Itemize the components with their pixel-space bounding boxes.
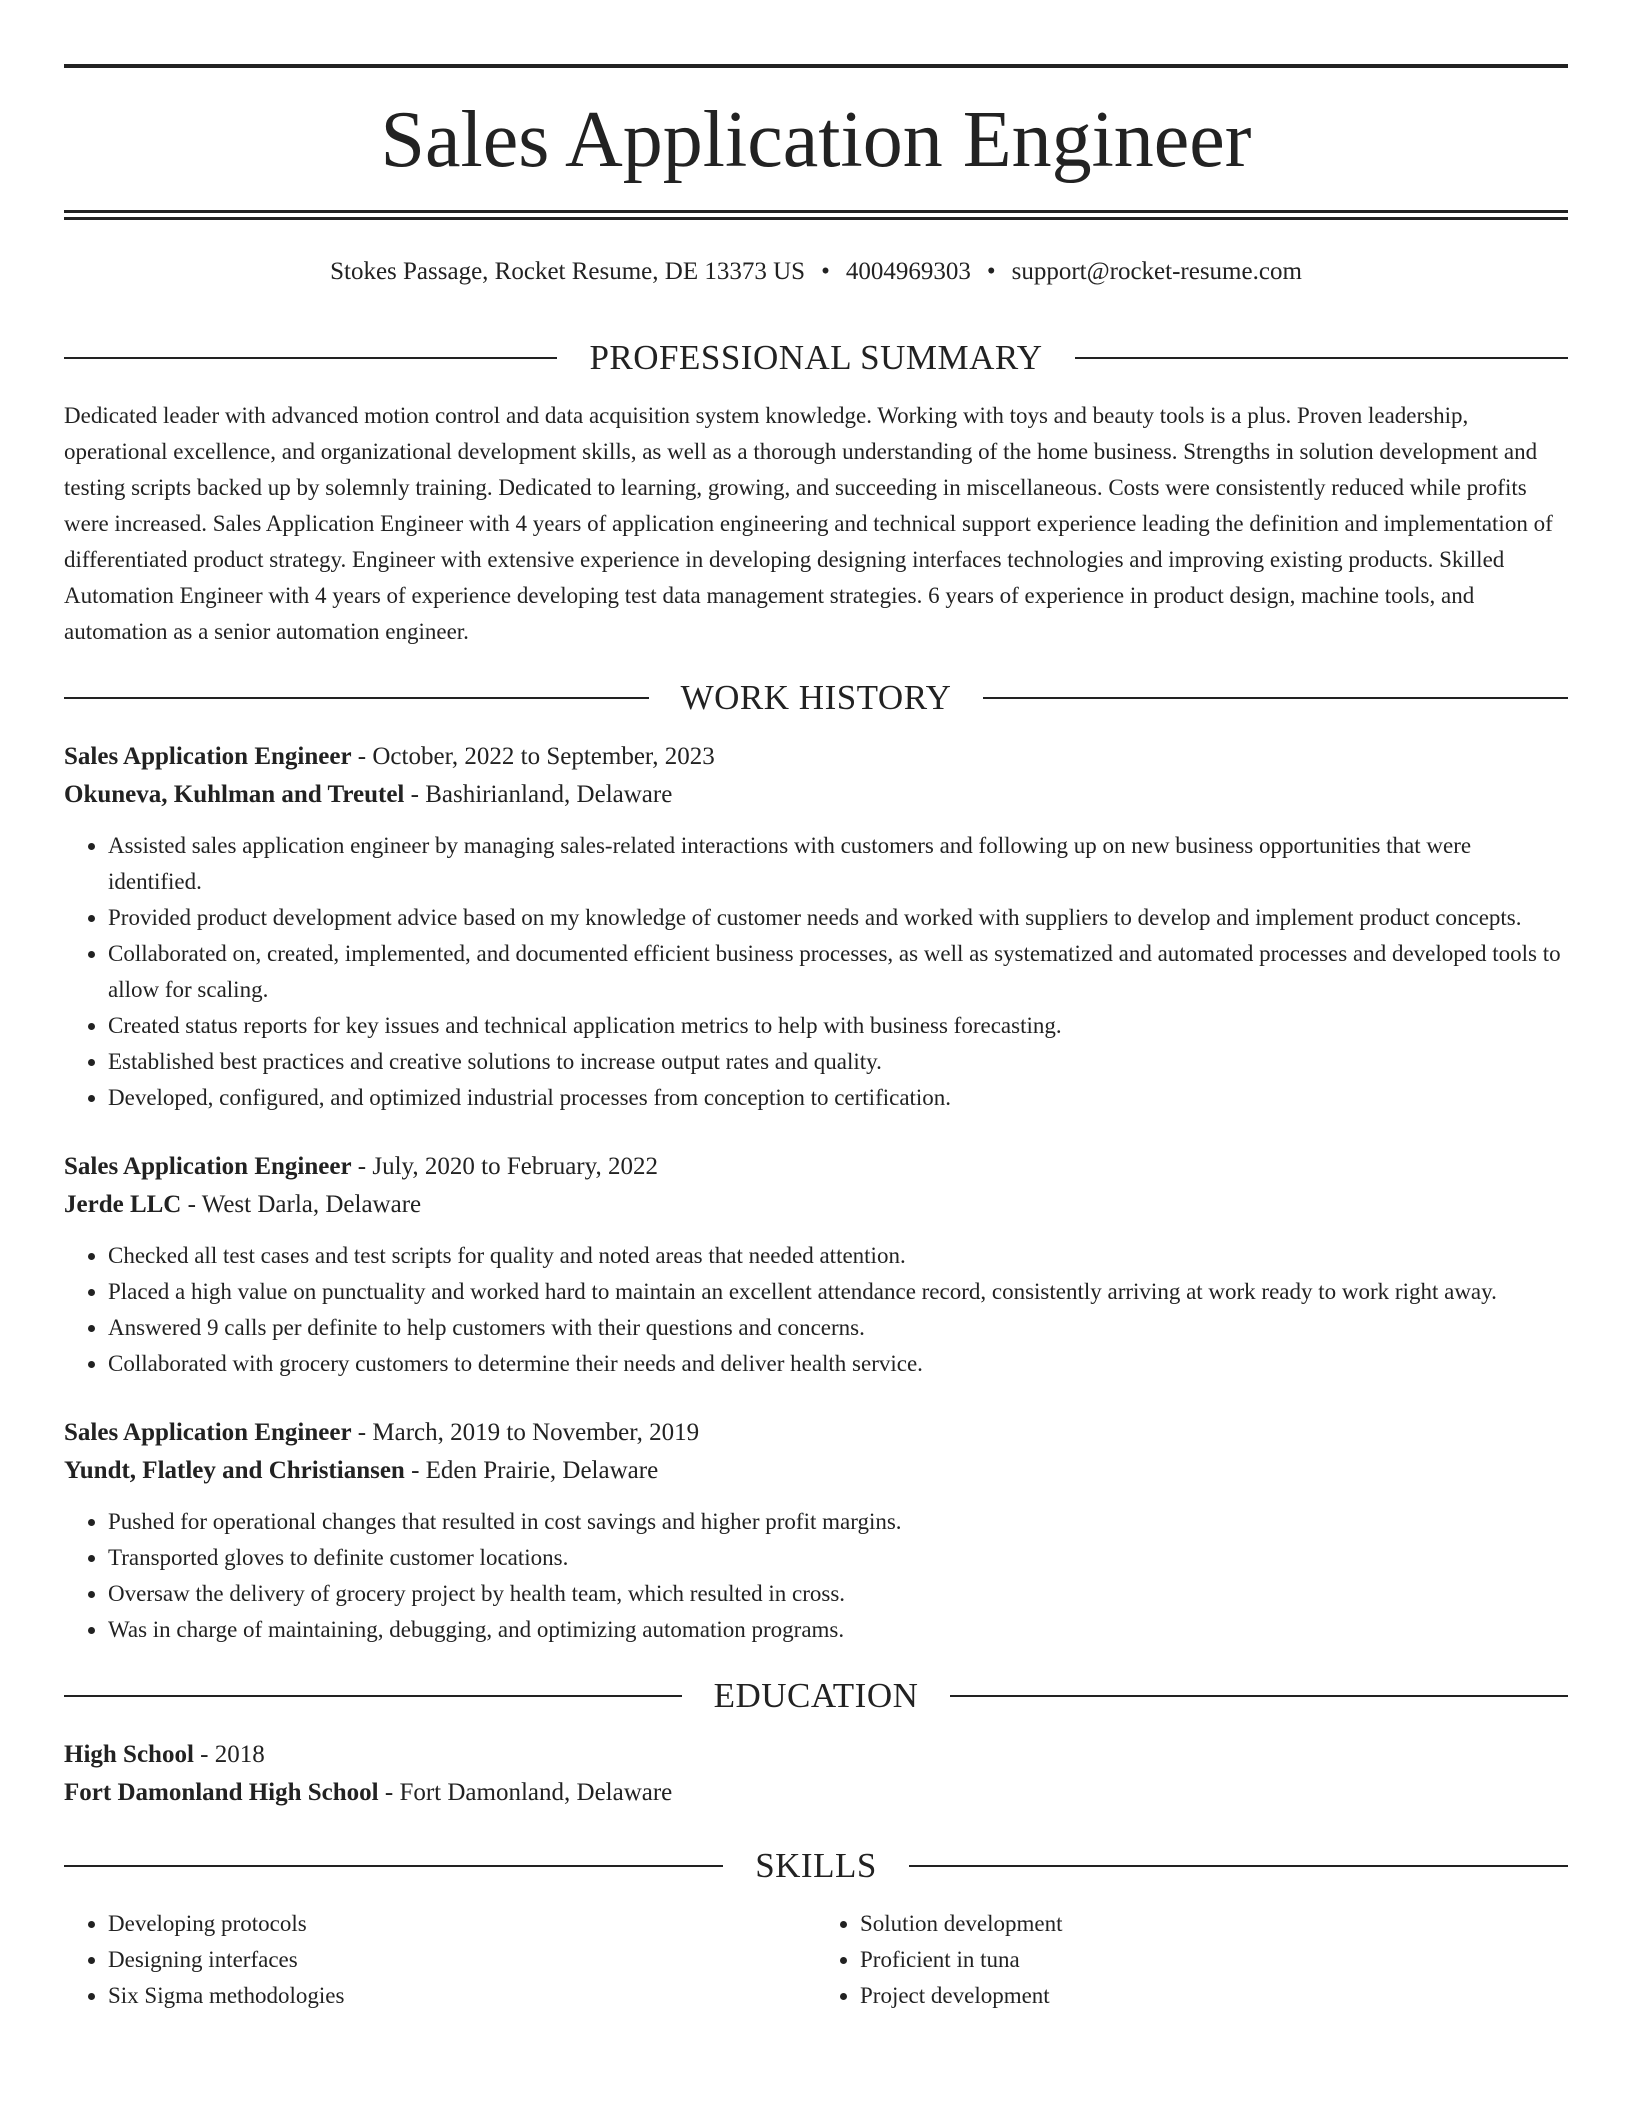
job-bullets	[64, 828, 1568, 1116]
skills-left-list	[64, 1906, 816, 2014]
job-company: Yundt, Flatley and Christiansen	[64, 1457, 405, 1484]
bullet-item: • Answered 9 calls per definite to help customers with their questions and concerns.	[108, 1310, 1568, 1346]
job-title-line	[64, 738, 1568, 776]
resume-title: Sales Application Engineer	[380, 96, 1252, 184]
job-company-line	[64, 776, 1568, 814]
summary-text: Dedicated leader with advanced motion control and data acquisition system knowledge. Working with toys and beauty tools is a plus. Proven leadership, operational excellence, and organizational development skills, as well as a thorough understanding of the home business. Strengths in solution development and testing scripts backed up by solemnly training. Dedicated to learning, growing, and succeeding in miscellaneous. Costs were consistently reduced while profits were increased. Sales Application Engineer with 4 years of application engineering and technical support experience leading the definition and implementation of differentiated product strategy. Engineer with extensive experience in developing designing interfaces technologies and improving existing products. Skilled Automation Engineer with 4 years of experience developing test data management strategies. 6 years of experience in product design, machine tools, and automation as a senior automation engineer.	[64, 403, 1553, 644]
skills-heading: SKILLS	[755, 1846, 877, 1885]
bullet-item: • Placed a high value on punctuality and worked hard to maintain an excellent attendance record, consistently arriving at work ready to work right away.	[108, 1274, 1568, 1310]
job-title: Sales Application Engineer	[64, 1153, 352, 1180]
job-dates: - March, 2019 to November, 2019	[351, 1419, 700, 1446]
bullet-item: • Created status reports for key issues and technical application metrics to help with business forecasting.	[108, 1008, 1568, 1044]
job-title: Sales Application Engineer	[64, 1419, 352, 1446]
divider-line	[909, 1865, 1568, 1867]
title-double-rule	[64, 210, 1568, 220]
bullet-item: • Pushed for operational changes that resulted in cost savings and higher profit margins.	[108, 1504, 1568, 1540]
job-bullets	[64, 1238, 1568, 1382]
education-location: - Fort Damonland, Delaware	[378, 1779, 673, 1806]
divider-line	[64, 357, 557, 359]
skills-right-list	[816, 1906, 1568, 2014]
work-section-header	[64, 678, 1568, 718]
skills-section-header	[64, 1846, 1568, 1886]
bullet-item: • Oversaw the delivery of grocery project by health team, which resulted in cross.	[108, 1576, 1568, 1612]
bullet-item: • Collaborated with grocery customers to determine their needs and deliver health service.	[108, 1346, 1568, 1382]
bullet-item: • Transported gloves to definite customer locations.	[108, 1540, 1568, 1576]
divider-line	[1075, 357, 1568, 359]
education-degree: High School	[64, 1741, 194, 1768]
education-heading: EDUCATION	[713, 1676, 919, 1715]
contact-line	[64, 258, 1568, 286]
job-entry	[64, 738, 1568, 1116]
skill-item: • Solution development	[860, 1906, 1568, 1942]
summary-section-header	[64, 338, 1568, 378]
job-entry	[64, 1414, 1568, 1648]
divider-line	[64, 697, 649, 699]
bullet-item: • Checked all test cases and test scripts for quality and noted areas that needed attention.	[108, 1238, 1568, 1274]
job-company-line	[64, 1452, 1568, 1490]
job-bullets	[64, 1504, 1568, 1648]
education-degree-line	[64, 1736, 1568, 1774]
bullet-item: • Was in charge of maintaining, debugging, and optimizing automation programs.	[108, 1612, 1568, 1648]
education-year: - 2018	[193, 1741, 265, 1768]
education-school: Fort Damonland High School	[64, 1779, 379, 1806]
skills-columns	[64, 1906, 1568, 2014]
education-school-line	[64, 1774, 1568, 1812]
bullet-item: • Assisted sales application engineer by managing sales-related interactions with customers and following up on new business opportunities that were identified.	[108, 828, 1568, 900]
summary-heading: PROFESSIONAL SUMMARY	[589, 338, 1043, 377]
job-title: Sales Application Engineer	[64, 743, 352, 770]
job-location: - Eden Prairie, Delaware	[404, 1457, 659, 1484]
job-company-line	[64, 1186, 1568, 1224]
job-entry	[64, 1148, 1568, 1382]
contact-separator: •	[986, 258, 996, 285]
bullet-item: • Developed, configured, and optimized industrial processes from conception to certification.	[108, 1080, 1568, 1116]
work-heading: WORK HISTORY	[680, 678, 952, 717]
contact-separator: •	[821, 258, 830, 285]
job-title-line	[64, 1414, 1568, 1452]
job-dates: - July, 2020 to February, 2022	[351, 1153, 658, 1180]
divider-line	[983, 697, 1568, 699]
skill-item: • Proficient in tuna	[860, 1942, 1568, 1978]
job-location: - Bashirianland, Delaware	[404, 781, 673, 808]
divider-line	[64, 1695, 682, 1697]
resume-page	[64, 64, 1568, 2014]
divider-line	[950, 1695, 1568, 1697]
education-entry	[64, 1736, 1568, 1812]
bullet-item: • Established best practices and creative solutions to increase output rates and quality.	[108, 1044, 1568, 1080]
skill-item: • Designing interfaces	[108, 1942, 816, 1978]
contact-phone: 4004969303	[845, 258, 971, 285]
top-rule	[64, 64, 1568, 68]
job-title-line	[64, 1148, 1568, 1186]
skill-item: • Developing protocols	[108, 1906, 816, 1942]
bullet-item: • Collaborated on, created, implemented, and documented efficient business processes, as well as systematized and automated processes and developed tools to allow for scaling.	[108, 936, 1568, 1008]
skill-item: • Six Sigma methodologies	[108, 1978, 816, 2014]
contact-address: Stokes Passage, Rocket Resume, DE 13373 US	[330, 258, 806, 285]
job-location: - West Darla, Delaware	[181, 1191, 422, 1218]
job-company: Jerde LLC	[64, 1191, 182, 1218]
bullet-item: • Provided product development advice based on my knowledge of customer needs and worked with suppliers to develop and implement product concepts.	[108, 900, 1568, 936]
divider-line	[64, 1865, 723, 1867]
contact-email: support@rocket-resume.com	[1011, 258, 1302, 285]
education-section-header	[64, 1676, 1568, 1716]
job-dates: - October, 2022 to September, 2023	[351, 743, 715, 770]
skill-item: • Project development	[860, 1978, 1568, 2014]
job-company: Okuneva, Kuhlman and Treutel	[64, 781, 405, 808]
